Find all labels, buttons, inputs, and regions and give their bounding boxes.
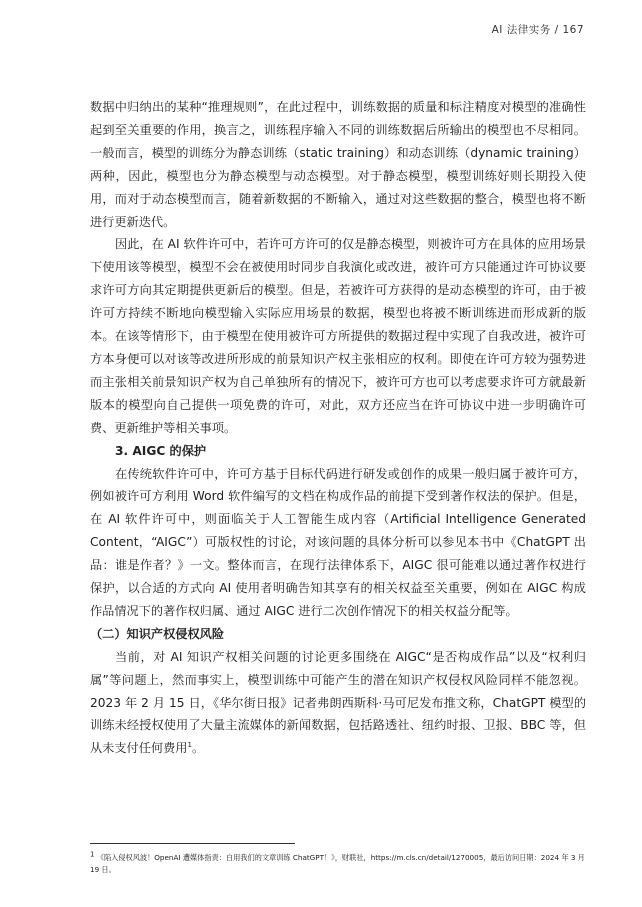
- running-head: AI 法律实务 / 167: [491, 24, 584, 36]
- paragraph-2: 因此，在 AI 软件许可中，若许可方许可的仅是静态模型，则被许可方在具体的应用场景下使用该等模型，模型不会在被使用时同步自我演化或改进，被许可方只能通过许可协议要求许可方向其定期提供更新后的模型。但是，若被许可方获得的是动态模型的许可，由于被许可方持续不断地向模型输入实际应用场景的数据，模型也将被不断训练进而形成新的版本。在该等情形下，由于模型在使用被许可方所提供的数据过程中实现了自我改进，被许可方本身便可以对该等改进所形成的前景知识产权主张相应的权利。即使在许可方较为强势进而主张相关前景知识产权为自己单独所有的情况下，被许可方也可以考虑要求许可方就最新版本的模型向自己提供一项免费的许可，对此，双方还应当在许可协议中进一步明确许可费、更新维护等相关事项。: [90, 237, 586, 435]
- footnote-reference[interactable]: 1: [187, 741, 192, 750]
- paragraph-4-end: 。: [191, 741, 205, 756]
- paragraph-4: [90, 646, 586, 761]
- body-text: [90, 96, 586, 760]
- footnote: [90, 852, 586, 876]
- section-heading-aigc: 3. AIGC 的保护: [115, 443, 207, 458]
- footnote-text: 《陷入侵权风波！OpenAI 遭媒体指责：白用我们的文章训练 ChatGPT！》，财联社，https://m.cls.cn/detail/1270005，最后访问日期：2024 年 3 月 19 日。: [90, 853, 585, 874]
- footnote-divider: [90, 843, 295, 844]
- footnote-mark: 1: [90, 850, 95, 859]
- paragraph-3: 在传统软件许可中，许可方基于目标代码进行研发或创作的成果一般归属于被许可方，例如被许可方利用 Word 软件编写的文档在构成作品的前提下受到著作权法的保护。但是，在 AI 软件许可中，则面临关于人工智能生成内容（Artificial Intelligence Generated Content，“AIGC”）可版权性的讨论，对该问题的具体分析可以参见本书中《ChatGPT 出品：谁是作者？》一文。整体而言，在现行法律体系下，AIGC 很可能难以通过著作权进行保护，以合适的方式向 AI 使用者明确告知其享有的相关权益至关重要，例如在 AIGC 构成作品情况下的著作权归属、通过 AIGC 进行二次创作情况下的相关权益分配等。: [90, 466, 586, 618]
- section-heading-ip-risk: （二）知识产权侵权风险: [90, 626, 225, 641]
- paragraph-4-text: 当前，对 AI 知识产权相关问题的讨论更多围绕在 AIGC“是否构成作品”以及“权利归属”等问题上，然而事实上，模型训练中可能产生的潜在知识产权侵权风险同样不能忽视。2023 年 2 月 15 日，《华尔街日报》记者弗朗西斯科·马可尼发布推文称，ChatGPT 模型的训练未经授权使用了大量主流媒体的新闻数据，包括路透社、纽约时报、卫报、BBC 等，但从未支付任何费用: [90, 649, 586, 756]
- paragraph-1: 数据中归纳出的某种“推理规则”，在此过程中，训练数据的质量和标注精度对模型的准确性起到至关重要的作用，换言之，训练程序输入不同的训练数据后所输出的模型也不尽相同。一般而言，模型的训练分为静态训练（static training）和动态训练（dynamic training）两种，因此，模型也分为静态模型与动态模型。对于静态模型，模型训练好则长期投入使用，而对于动态模型而言，随着新数据的不断输入，通过对这些数据的整合，模型也将不断进行更新迭代。: [90, 100, 586, 229]
